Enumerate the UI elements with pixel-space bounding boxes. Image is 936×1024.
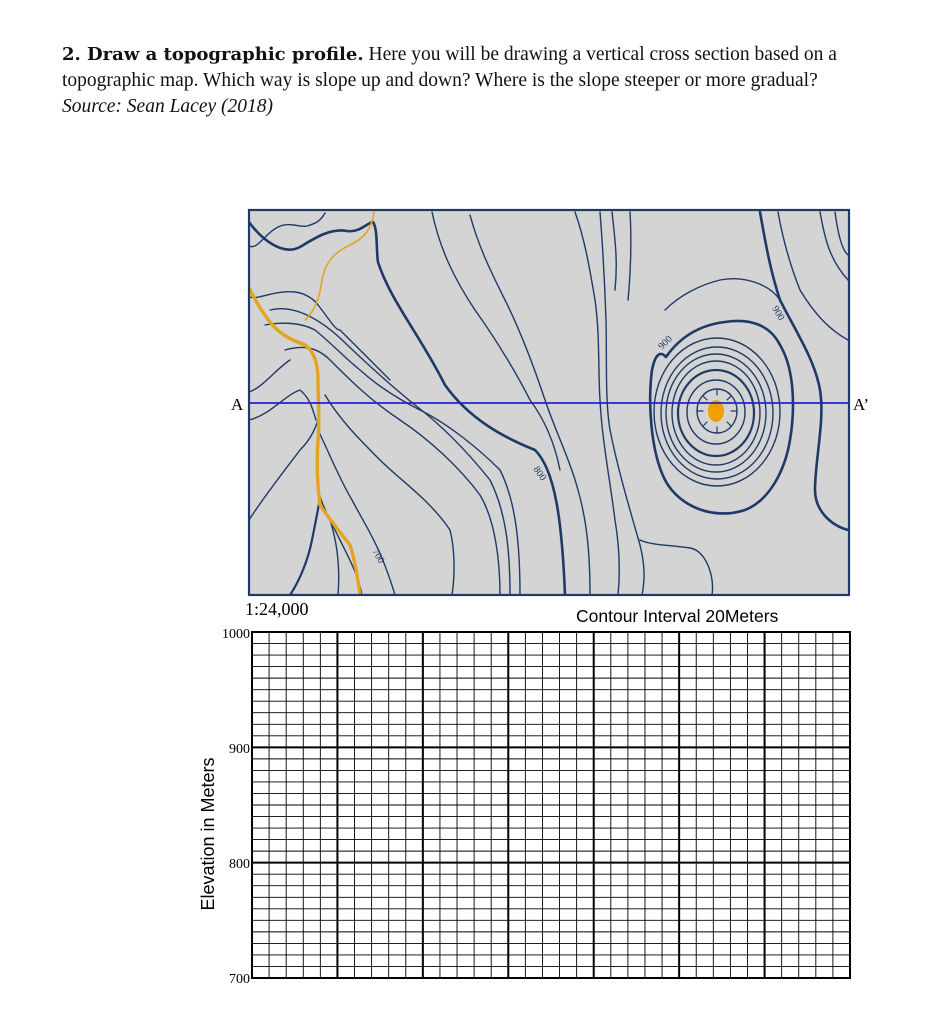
grid-minor (252, 632, 850, 978)
y-tick-label: 1000 (222, 627, 250, 642)
profile-graph (198, 627, 850, 987)
contour-label: 800 (530, 464, 549, 484)
y-tick-label: 900 (229, 742, 250, 757)
question-body: Here you will be drawing a vertical cross section based on a topographic map. Which way is slope up and down? Where is the slope steeper or more gradual? (62, 44, 837, 91)
topographic-map (231, 210, 869, 626)
contour-interval: Contour Interval 20Meters (576, 606, 779, 626)
map-scale: 1:24,000 (245, 599, 309, 619)
question-lead: 2. Draw a topographic profile. (62, 44, 364, 65)
y-tick-label: 800 (229, 857, 250, 872)
question-source: Source: Sean Lacey (2018) (62, 96, 273, 117)
point-a-label: A (231, 395, 244, 414)
point-a-prime-label: A’ (853, 395, 870, 414)
contour-label: 700 (369, 547, 387, 566)
y-axis-label: Elevation in Meters (198, 757, 218, 911)
contour-label: 900 (769, 304, 787, 323)
y-tick-label: 700 (229, 972, 250, 987)
contour-label: 900 (656, 333, 675, 353)
